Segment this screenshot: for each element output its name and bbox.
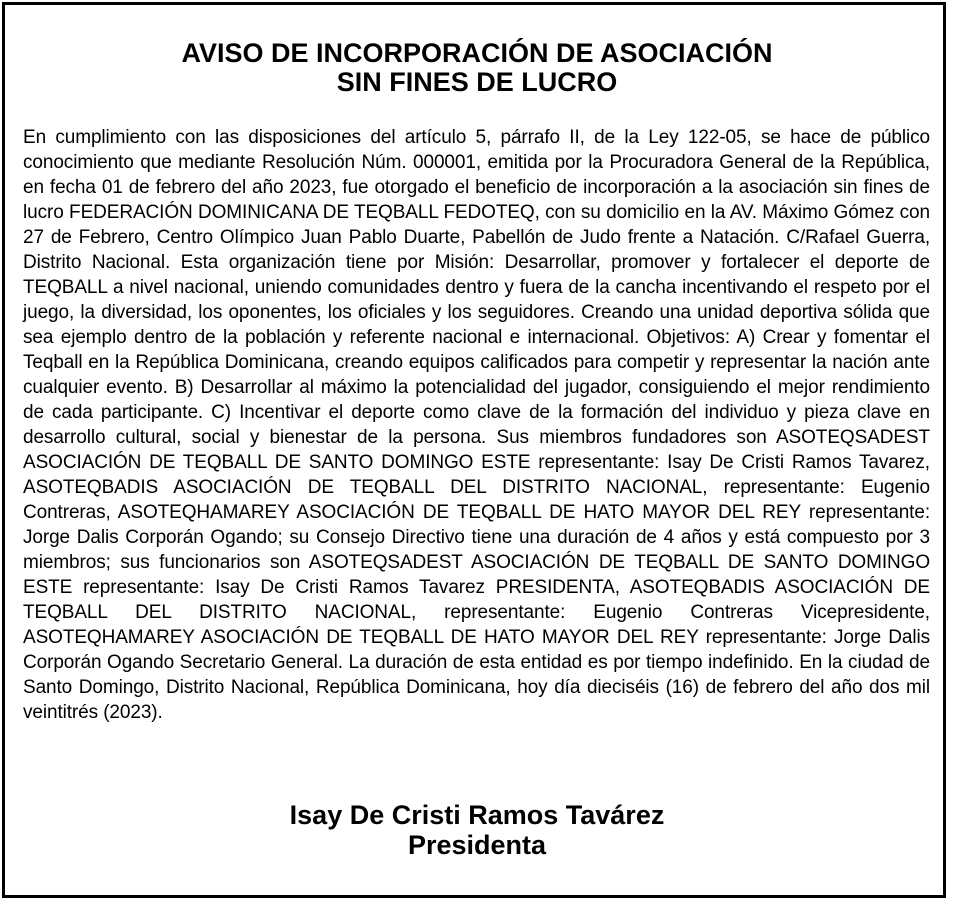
notice-title-line-1: AVISO DE INCORPORACIÓN DE ASOCIACIÓN: [181, 38, 773, 68]
signatory-name: Isay De Cristi Ramos Tavárez: [289, 800, 665, 830]
notice-title: [5, 39, 949, 97]
notice-frame: [2, 2, 946, 898]
notice-body-text: En cumplimiento con las disposiciones del artículo 5, párrafo II, de la Ley 122-05, se hace de público conocimiento que mediante Resolución Núm. 000001, emitida por la Procuradora General de la República, en fecha 01 de febrero del año 2023, fue otorgado el beneficio de incorporación a la asociación sin fines de lucro FEDERACIÓN DOMINICANA DE TEQBALL FEDOTEQ, con su domicilio en la AV. Máximo Gómez con 27 de Febrero, Centro Olímpico Juan Pablo Duarte, Pabellón de Judo frente a Natación. C/Rafael Guerra, Distrito Nacional. Esta organización tiene por Misión: Desarrollar, promover y fortalecer el deporte de TEQBALL a nivel nacional, uniendo comunidades dentro y fuera de la cancha incentivando el respeto por el juego, la diversidad, los oponentes, los oficiales y los seguidores. Creando una unidad deportiva sólida que sea ejemplo dentro de la población y referente nacional e internacional. Objetivos: A) Crear y fomentar el Teqball en la República Dominicana, creando equipos calificados para competir y representar la nación ante cualquier evento. B) Desarrollar al máximo la potencialidad del jugador, consiguiendo el mejor rendimiento de cada participante. C) Incentivar el deporte como clave de la formación del individuo y pieza clave en desarrollo cultural, social y bienestar de la persona. Sus miembros fundadores son ASOTEQSADEST ASOCIACIÓN DE TEQBALL DE SANTO DOMINGO ESTE representante: Isay De Cristi Ramos Tavarez, ASOTEQBADIS ASOCIACIÓN DE TEQBALL DEL DISTRITO NACIONAL, representante: Eugenio Contreras, ASOTEQHAMAREY ASOCIACIÓN DE TEQBALL DE HATO MAYOR DEL REY representante: Jorge Dalis Corporán Ogando; su Consejo Directivo tiene una duración de 4 años y está compuesto por 3 miembros; sus funcionarios son ASOTEQSADEST ASOCIACIÓN DE TEQBALL DE SANTO DOMINGO ESTE representante: Isay De Cristi Ramos Tavarez PRESIDENTA, ASOTEQBADIS ASOCIACIÓN DE TEQBALL DEL DISTRITO NACIONAL, representante: Eugenio Contreras Vicepresidente, ASOTEQHAMAREY ASOCIACIÓN DE TEQBALL DE HATO MAYOR DEL REY representante: Jorge Dalis Corporán Ogando Secretario General. La duración de esta entidad es por tiempo indefinido. En la ciudad de Santo Domingo, Distrito Nacional, República Dominicana, hoy día dieciséis (16) de febrero del año dos mil veintitrés (2023).: [23, 127, 930, 723]
signature-block: [5, 800, 949, 860]
signatory-title: Presidenta: [407, 830, 547, 860]
notice-title-line-2: SIN FINES DE LUCRO: [336, 67, 618, 97]
